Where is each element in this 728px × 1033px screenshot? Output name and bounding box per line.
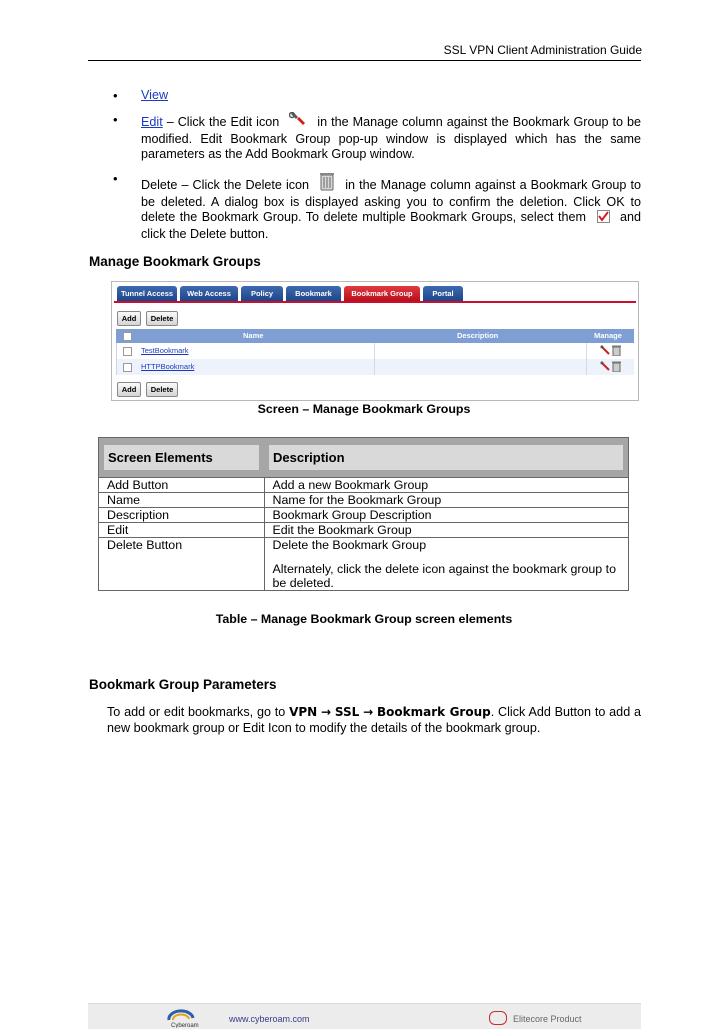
bullet-list bbox=[113, 88, 641, 251]
path-ssl: SSL bbox=[334, 705, 360, 719]
table-row bbox=[99, 478, 629, 493]
edit-wrench-icon bbox=[289, 112, 307, 132]
footer-brand: Cyberoam bbox=[171, 1023, 199, 1028]
table-header bbox=[116, 329, 634, 343]
description-cell: Edit the Bookmark Group bbox=[264, 523, 629, 538]
header-cell-elements bbox=[99, 438, 265, 478]
tab-policy[interactable]: Policy bbox=[241, 286, 283, 301]
tab-web-access[interactable]: Web Access bbox=[180, 286, 238, 301]
edit-text-1: – Click the Edit icon bbox=[162, 115, 280, 129]
delete-text-2: in the Manage column against a Bookmark Group to be deleted. A dialog box is displayed asking you to confirm the deletion. Click OK to delete the Bookmark Group. To delete multiple Bookmark Groups, select them bbox=[141, 178, 642, 224]
table-body-border bbox=[116, 343, 634, 375]
bullet-edit bbox=[113, 112, 641, 162]
element-cell: Edit bbox=[99, 523, 265, 538]
column-manage: Manage bbox=[594, 331, 622, 340]
cyberoam-logo bbox=[163, 1008, 213, 1033]
table-row bbox=[99, 508, 629, 523]
description-cell: Bookmark Group Description bbox=[264, 508, 629, 523]
delete-text-1: Delete – Click the Delete icon bbox=[141, 178, 310, 192]
delete-trash-icon bbox=[319, 171, 335, 195]
path-arrow: → bbox=[363, 705, 374, 719]
description-cell: Add a new Bookmark Group bbox=[264, 478, 629, 493]
table-row bbox=[99, 523, 629, 538]
screenshot-manage-bookmark-groups bbox=[111, 281, 639, 401]
footer-url[interactable]: www.cyberoam.com bbox=[229, 1014, 310, 1024]
footer-elitecore bbox=[489, 1011, 582, 1025]
table-row bbox=[99, 538, 629, 591]
column-divider bbox=[586, 343, 587, 375]
row-name-link[interactable]: TestBookmark bbox=[141, 346, 189, 355]
description-note: Alternately, click the delete icon against the bookmark group to be deleted. bbox=[272, 562, 616, 590]
element-cell: Add Button bbox=[99, 478, 265, 493]
tab-bar bbox=[114, 284, 636, 303]
view-link[interactable]: View bbox=[141, 88, 169, 102]
column-name: Name bbox=[243, 331, 264, 340]
section-heading-manage: Manage Bookmark Groups bbox=[89, 254, 261, 269]
bullet-dot: • bbox=[113, 171, 118, 186]
tab-portal[interactable]: Portal bbox=[423, 286, 463, 301]
row-name-link[interactable]: HTTPBookmark bbox=[141, 362, 195, 371]
bullet-view bbox=[113, 88, 641, 103]
delete-text-3: and click the Delete button. bbox=[141, 210, 641, 241]
add-button-bottom[interactable]: Add bbox=[117, 382, 141, 397]
path-bookmark-group: Bookmark Group bbox=[376, 705, 491, 719]
column-description: Description bbox=[457, 331, 499, 340]
table-caption: Table – Manage Bookmark Group screen elements bbox=[215, 612, 513, 626]
para-start: To add or edit bookmarks, go to bbox=[107, 705, 290, 719]
parameters-paragraph bbox=[107, 704, 641, 736]
page-header-title: SSL VPN Client Administration Guide bbox=[443, 43, 642, 57]
para-end: . Click Add Button to add a new bookmark group or Edit Icon to modify the details of the bookmark group. bbox=[107, 705, 642, 735]
screen-elements-table bbox=[98, 437, 629, 591]
table-row bbox=[99, 493, 629, 508]
header-cell-description bbox=[264, 438, 629, 478]
tab-tunnel-access[interactable]: Tunnel Access bbox=[117, 286, 177, 301]
description-cell: Name for the Bookmark Group bbox=[264, 493, 629, 508]
bullet-dot: • bbox=[113, 88, 118, 103]
tab-bookmark-group[interactable]: Bookmark Group bbox=[344, 286, 420, 301]
delete-button-top[interactable]: Delete bbox=[146, 311, 178, 326]
elitecore-logo-icon bbox=[489, 1011, 507, 1025]
header-label: Description bbox=[269, 445, 623, 470]
edit-link[interactable]: Edit bbox=[141, 115, 163, 129]
section-heading-parameters: Bookmark Group Parameters bbox=[89, 677, 277, 692]
add-button-top[interactable]: Add bbox=[117, 311, 141, 326]
table-header-row bbox=[99, 438, 629, 478]
header-label: Screen Elements bbox=[104, 445, 259, 470]
path-arrow: → bbox=[321, 705, 332, 719]
element-cell: Delete Button bbox=[99, 538, 265, 591]
bullet-dot: • bbox=[113, 112, 118, 127]
edit-text-2: in the Manage column against the Bookmark Group to be modified. Edit Bookmark Group pop-up window is displayed which has the same parameters as the Add Bookmark Group window. bbox=[141, 115, 641, 161]
checkbox-checked-icon bbox=[597, 210, 610, 227]
header-rule bbox=[88, 60, 641, 61]
tab-bookmark[interactable]: Bookmark bbox=[286, 286, 341, 301]
bullet-delete bbox=[113, 171, 641, 242]
column-divider bbox=[374, 343, 375, 375]
delete-button-bottom[interactable]: Delete bbox=[146, 382, 178, 397]
element-cell: Name bbox=[99, 493, 265, 508]
screen-caption: Screen – Manage Bookmark Groups bbox=[257, 402, 471, 416]
path-vpn: VPN bbox=[289, 705, 318, 719]
select-all-checkbox[interactable] bbox=[123, 332, 132, 341]
footer-product: Elitecore Product bbox=[513, 1014, 582, 1024]
element-cell: Description bbox=[99, 508, 265, 523]
description-cell bbox=[264, 538, 629, 591]
description-text: Delete the Bookmark Group bbox=[272, 538, 427, 552]
